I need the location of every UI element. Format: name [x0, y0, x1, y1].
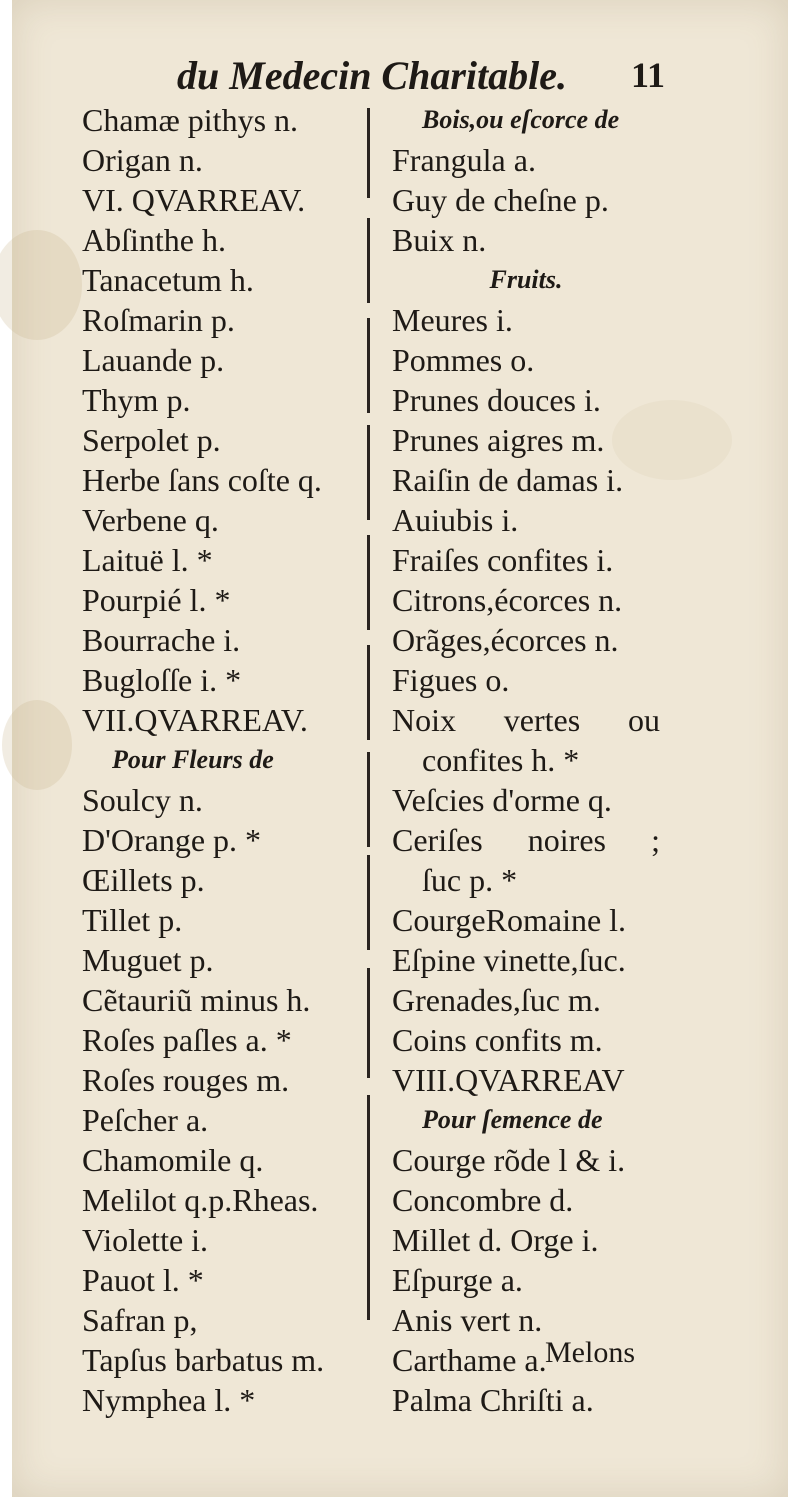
text-line: Verbene q.	[82, 502, 219, 538]
text-line: Bois,ou eſcorce de	[422, 105, 620, 134]
text-line: Eſpine vinette,ſuc.	[392, 942, 626, 978]
catchword: Melons	[545, 1336, 635, 1369]
text-line: Nymphea l. *	[82, 1382, 256, 1418]
text-line: Fruits.	[489, 265, 563, 294]
right-column	[392, 100, 660, 1420]
text-line: Origan n.	[82, 142, 203, 178]
text-line: Thym p.	[82, 382, 191, 418]
text-line: Roſes paſles a. *	[82, 1022, 292, 1058]
running-title: du Medecin Charitable.	[177, 53, 568, 98]
text-line: Melilot q.p.Rheas.	[82, 1182, 319, 1218]
text-line: Noix vertes ou	[392, 702, 660, 738]
text-line: Carthame a.	[392, 1342, 547, 1378]
text-line: Pourpié l. *	[82, 582, 231, 618]
text-line: Prunes douces i.	[392, 382, 601, 418]
text-line: VIII.QVARREAV	[392, 1062, 625, 1098]
page-header	[177, 52, 677, 102]
text-line: VI. QVARREAV.	[82, 182, 306, 218]
column-rule	[367, 645, 370, 740]
text-line: Veſcies d'orme q.	[392, 782, 612, 818]
text-line: Grenades,ſuc m.	[392, 982, 601, 1018]
text-line: Palma Chriſti a.	[392, 1382, 594, 1418]
text-line: Muguet p.	[82, 942, 214, 978]
text-line: VII.QVARREAV.	[82, 702, 308, 738]
text-line: Figues o.	[392, 662, 510, 698]
text-line: Concombre d.	[392, 1182, 574, 1218]
column-rule	[367, 752, 370, 847]
text-line: Bourrache i.	[82, 622, 241, 658]
book-page	[12, 0, 788, 1497]
text-line: Citrons,écorces n.	[392, 582, 623, 618]
column-rule	[367, 108, 370, 198]
text-line: Frangula a.	[392, 142, 536, 178]
text-line: Prunes aigres m.	[392, 422, 605, 458]
text-line: Tanacetum h.	[82, 262, 254, 298]
text-line: Cẽtauriũ minus h.	[82, 982, 311, 1018]
column-rule	[367, 218, 370, 303]
text-line: Raiſin de damas i.	[392, 462, 624, 498]
text-line: D'Orange p. *	[82, 822, 262, 858]
text-line: Pour Fleurs de	[112, 745, 274, 774]
text-line: Ceriſes noires ;	[392, 822, 660, 858]
text-line: ſuc p. *	[422, 862, 518, 898]
text-line: Auiubis i.	[392, 502, 519, 538]
text-line: Œillets p.	[82, 862, 205, 898]
text-line: Chamæ pithys n.	[82, 102, 299, 138]
text-line: Chamomile q.	[82, 1142, 264, 1178]
text-line: Herbe ſans coſte q.	[82, 462, 322, 498]
column-rule	[367, 535, 370, 630]
column-rule	[367, 855, 370, 950]
text-line: Roſmarin p.	[82, 302, 235, 338]
text-line: Pommes o.	[392, 342, 535, 378]
text-line: Tapſus barbatus m.	[82, 1342, 325, 1378]
text-line: Abſinthe h.	[82, 222, 226, 258]
text-line: Laituë l. *	[82, 542, 213, 578]
paper-stain	[0, 230, 82, 340]
text-line: Orãges,écorces n.	[392, 622, 619, 658]
text-line: Anis vert n.	[392, 1302, 543, 1338]
text-line: Meures i.	[392, 302, 513, 338]
text-line: CourgeRomaine l.	[392, 902, 627, 938]
text-line: Tillet p.	[82, 902, 183, 938]
text-line: Bugloſſe i. *	[82, 662, 242, 698]
column-rule	[367, 1095, 370, 1320]
column-rule	[367, 425, 370, 520]
text-line: Fraiſes confites i.	[392, 542, 614, 578]
paper-stain	[2, 700, 72, 790]
page-number: 11	[630, 55, 665, 95]
text-line: Pour ſemence de	[422, 1105, 603, 1134]
text-line: Eſpurge a.	[392, 1262, 523, 1298]
text-line: Guy de cheſne p.	[392, 182, 609, 218]
text-line: Safran p,	[82, 1302, 198, 1338]
text-line: Roſes rouges m.	[82, 1062, 290, 1098]
text-line: Courge rõde l & i.	[392, 1142, 626, 1178]
text-line: Millet d. Orge i.	[392, 1222, 599, 1258]
text-line: Coins confits m.	[392, 1022, 603, 1058]
text-line: Violette i.	[82, 1222, 209, 1258]
text-line: Soulcy n.	[82, 782, 203, 818]
column-rule	[367, 318, 370, 413]
text-line: Buix n.	[392, 222, 487, 258]
text-line: Pauot l. *	[82, 1262, 204, 1298]
text-line: Lauande p.	[82, 342, 225, 378]
text-line: confites h. *	[422, 742, 580, 778]
text-line: Peſcher a.	[82, 1102, 209, 1138]
left-column	[82, 100, 372, 1420]
column-rule	[367, 968, 370, 1078]
text-line: Serpolet p.	[82, 422, 221, 458]
